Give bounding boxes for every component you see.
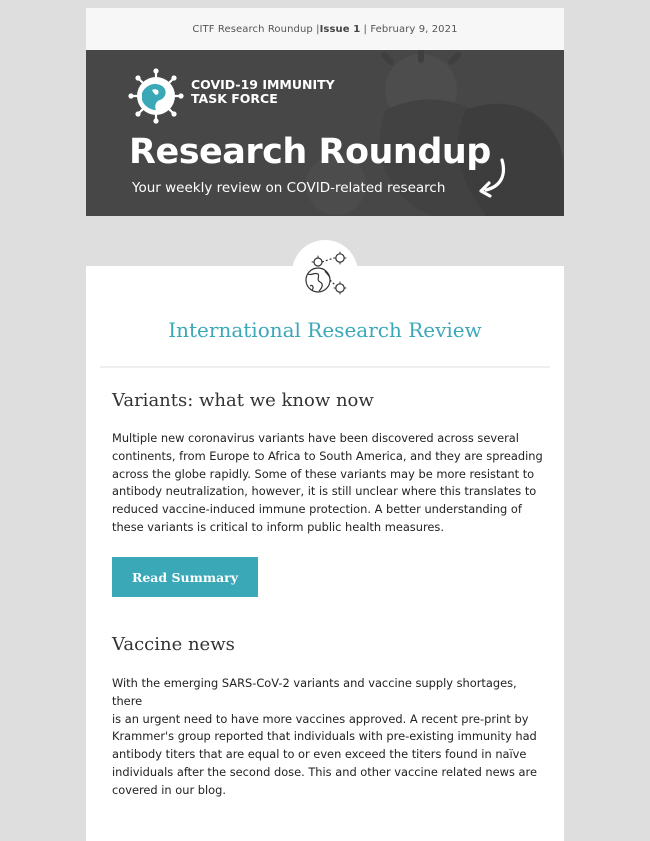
newsletter-name: CITF Research Roundup xyxy=(192,23,313,35)
org-name: COVID-19 IMMUNITY TASK FORCE xyxy=(191,77,335,106)
hero-subtitle: Your weekly review on COVID-related research xyxy=(132,180,446,196)
header-bar xyxy=(86,8,564,50)
separator: | xyxy=(312,23,320,35)
issue-date: February 9, 2021 xyxy=(370,23,458,35)
read-summary-button[interactable]: Read Summary xyxy=(112,557,258,597)
section-divider xyxy=(100,366,550,368)
separator: | xyxy=(360,23,371,35)
article-heading: Variants: what we know now xyxy=(112,390,374,411)
issue-number: Issue 1 xyxy=(319,23,361,35)
section-badge xyxy=(292,240,358,306)
hero-banner xyxy=(86,50,564,216)
globe-virus-icon xyxy=(292,240,358,306)
virus-logo-icon xyxy=(128,68,184,124)
section-title: International Research Review xyxy=(168,318,482,342)
article-heading: Vaccine news xyxy=(112,634,235,655)
hero-title: Research Roundup xyxy=(129,132,491,172)
article-body: With the emerging SARS-CoV-2 variants and vaccine supply shortages, there is an urgent need to have more vaccines approved. A recent pre-print by Krammer's group reported that individuals with pre-existing immunity had antibody titers that are equal to or even exceed the titers found in naïve individuals after the second dose. This and other vaccine related news are covered in our blog. xyxy=(112,676,537,797)
curved-arrow-icon xyxy=(476,156,510,200)
article-body: Multiple new coronavirus variants have been discovered across several continents, from Europe to Africa to South America, and they are spreading across the globe rapidly. Some of these variants may be more resistant to antibody neutralization, however, it is still unclear where this translates to reduced vaccine-induced immune protection. A better understanding of these variants is critical to inform public health measures. xyxy=(112,431,543,534)
